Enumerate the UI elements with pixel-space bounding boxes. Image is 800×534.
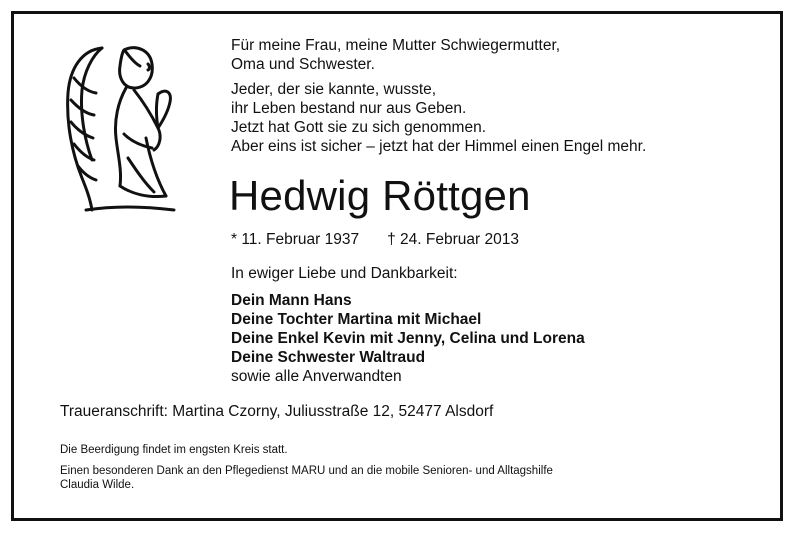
burial-note: Die Beerdigung findet im engsten Kreis statt. xyxy=(60,444,288,456)
notes xyxy=(60,443,740,492)
dedication xyxy=(231,36,646,74)
poem-line: Aber eins ist sicher – jetzt hat der Himmel einen Engel mehr. xyxy=(231,138,647,155)
life-dates xyxy=(231,230,519,249)
praying-angel-icon xyxy=(62,38,180,218)
thanks-line: Claudia Wilde. xyxy=(60,479,135,491)
intro-verse xyxy=(231,36,646,156)
mourner-name: Deine Schwester Waltraud xyxy=(231,349,426,366)
mourners-intro: In ewiger Liebe und Dankbarkeit: xyxy=(231,265,458,282)
thanks-note xyxy=(60,464,740,492)
poem-line: ihr Leben bestand nur aus Geben. xyxy=(231,100,467,117)
birth-date: * 11. Februar 1937 xyxy=(231,231,360,248)
poem-line: Jeder, der sie kannte, wusste, xyxy=(231,81,437,98)
deceased-name: Hedwig Röttgen xyxy=(229,172,531,219)
mourners-block xyxy=(231,264,585,386)
mourner-name: Dein Mann Hans xyxy=(231,292,352,309)
dedication-line: Oma und Schwester. xyxy=(231,56,375,73)
mourners-closing: sowie alle Anverwandten xyxy=(231,368,402,385)
poem xyxy=(231,80,646,156)
death-date: † 24. Februar 2013 xyxy=(387,231,519,248)
dedication-line: Für meine Frau, meine Mutter Schwiegermutter, xyxy=(231,37,561,54)
mourning-address: Traueranschrift: Martina Czorny, Juliusstraße 12, 52477 Alsdorf xyxy=(60,403,494,420)
mourner-name: Deine Enkel Kevin mit Jenny, Celina und Lorena xyxy=(231,330,585,347)
thanks-line: Einen besonderen Dank an den Pflegedienst MARU und an die mobile Senioren- und Alltagshilfe xyxy=(60,465,553,477)
mourner-name: Deine Tochter Martina mit Michael xyxy=(231,311,482,328)
poem-line: Jetzt hat Gott sie zu sich genommen. xyxy=(231,119,487,136)
